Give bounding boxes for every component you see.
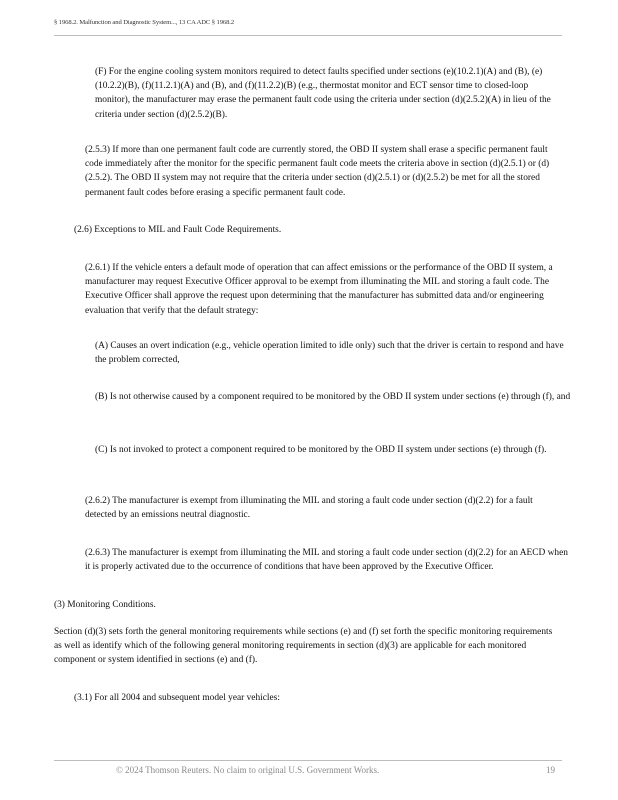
header-divider [54,35,562,36]
paragraph-section-d3: Section (d)(3) sets forth the general monitoring requirements while sections (e) and (f) set forth the specific monitoring requirements as well as identify which of the following general monitoring requirements in section (d)(3) are applicable for each monitored component or system identified in sections (e) and (f). [54,627,553,666]
paragraph-a: (A) Causes an overt indication (e.g., vehicle operation limited to idle only) such that the driver is certain to respond and have the problem corrected, [95,341,564,366]
section-heading-2-6: (2.6) Exceptions to MIL and Fault Code Requirements. [74,225,282,235]
paragraph-f: (F) For the engine cooling system monitors required to detect faults specified under sections (e)(10.2.1)(A) and (B), (e)(10.2.2)(B), (f)(11.2.1)(A) and (B), and (f)(11.2.2)(B) (e.g., thermostat monitor and ECT sensor time to closed-loop monitor), the manufacturer may erase the permanent fault code using the criteria under section (d)(2.5.2)(A) in lieu of the criteria under section (d)(2.5.2)(B). [95,67,551,120]
paragraph-b: (B) Is not otherwise caused by a component required to be monitored by the OBD II system under sections (e) through (f), and [95,392,571,402]
footer-divider [54,760,562,761]
running-header: § 1968.2. Malfunction and Diagnostic System..., 13 CA ADC § 1968.2 [54,19,235,26]
paragraph-2-6-1: (2.6.1) If the vehicle enters a default mode of operation that can affect emissions or the performance of the OBD II system, a manufacturer may request Executive Officer approval to be exempt from illuminating the MIL and storing a fault code. The Executive Officer shall approve the request upon determining that the manufacturer has submitted data and/or engineering evaluation that verify that the default strategy: [85,263,553,316]
paragraph-2-6-2: (2.6.2) The manufacturer is exempt from illuminating the MIL and storing a fault code under section (d)(2.2) for a fault detected by an emissions neutral diagnostic. [85,496,533,521]
paragraph-c: (C) Is not invoked to protect a component required to be monitored by the OBD II system under sections (e) through (f). [95,445,547,455]
paragraph-2-6-3: (2.6.3) The manufacturer is exempt from illuminating the MIL and storing a fault code under section (d)(2.2) for an AECD when it is properly activated due to the occurrence of conditions that have been approved by the Executive Officer. [85,548,568,573]
section-heading-3: (3) Monitoring Conditions. [54,600,156,610]
footer-copyright: © 2024 Thomson Reuters. No claim to original U.S. Government Works. [116,765,380,775]
paragraph-2-5-3: (2.5.3) If more than one permanent fault code are currently stored, the OBD II system shall erase a specific permanent fault code immediately after the monitor for the specific permanent fault code meets the criteria above in section (d)(2.5.1) or (d)(2.5.2). The OBD II system may not require that the criteria under section (d)(2.5.1) or (d)(2.5.2) be met for all the stored permanent fault codes before erasing a specific permanent fault code. [85,145,550,198]
paragraph-3-1: (3.1) For all 2004 and subsequent model year vehicles: [74,693,280,703]
page-number: 19 [546,765,555,775]
